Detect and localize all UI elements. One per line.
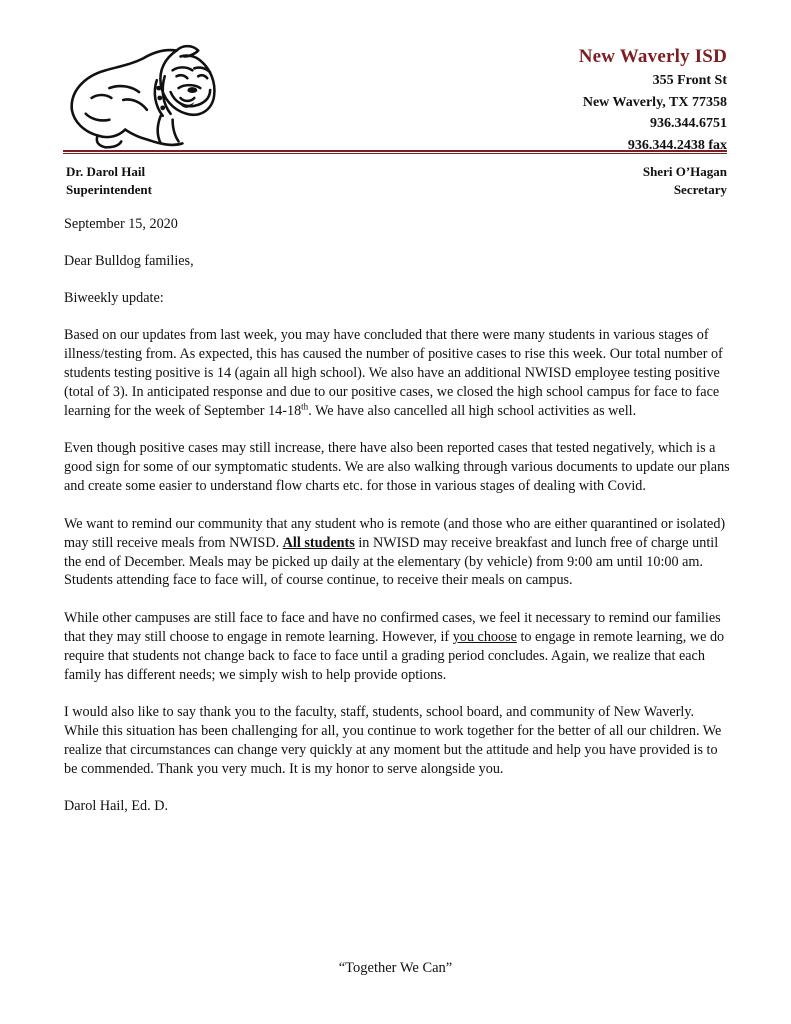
superintendent-name: Dr. Darol Hail bbox=[66, 164, 146, 179]
footer-motto: “Together We Can” bbox=[338, 960, 453, 976]
staff-superintendent bbox=[66, 163, 152, 199]
paragraph-remote-text: While other campuses are still face to face and have no confirmed cases, we feel it necessary to remind our families that they may still choose to engage in remote learning. However, if bbox=[64, 609, 721, 645]
district-contact-block bbox=[579, 44, 727, 156]
paragraph-case-update-text: Based on our updates from last week, you may have concluded that there were many students in various stages of illness/testing from. As expected, this has caused the number of positive cases to rise this week. Our total number of students testing positive is 14 (again all high school). We also have an additional NWISD employee testing positive (total of 3). In anticipated response and due to our positive cases, we closed the high school campus for face to face learning for the week of September 14-18 bbox=[64, 327, 723, 419]
letter-signature: Darol Hail, Ed. D. bbox=[64, 798, 169, 815]
letter-body bbox=[64, 215, 730, 835]
bulldog-mascot-icon bbox=[62, 40, 220, 152]
letterhead bbox=[0, 0, 791, 160]
address-city: New Waverly, TX 77358 bbox=[582, 94, 727, 110]
you-choose-emphasis: you choose bbox=[452, 628, 517, 645]
paragraph-negative-cases: Even though positive cases may still increase, there have also been reported cases that tested negatively, which is a good sign for some of our symptomatic students. We are also walking through various documents to update our plans and create some easier to understand flow charts etc. for those in various stages of dealing with Covid. bbox=[64, 440, 730, 495]
paragraph-meals-text: We want to remind our community that any student who is remote (and those who are either quarantined or isolated) may still receive meals from NWISD. bbox=[64, 515, 726, 551]
paragraph-case-update bbox=[64, 326, 730, 421]
paragraph-case-update-end: . We have also cancelled all high school activities as well. bbox=[308, 402, 637, 419]
phone-number: 936.344.6751 bbox=[650, 116, 727, 131]
paragraph-meals bbox=[64, 515, 730, 591]
secretary-name: Sheri O’Hagan bbox=[642, 164, 727, 179]
paragraph-remote-learning bbox=[64, 609, 730, 685]
letter-intro: Biweekly update: bbox=[64, 289, 164, 306]
district-name: New Waverly ISD bbox=[578, 46, 727, 67]
paragraph-meals-end: in NWISD may receive breakfast and lunch free of charge until the end of December. Meals may be picked up daily at the elementary (by vehicle) from 9:00 am until 10:00 am. Students attending face to face will, of course continue, to receive their meals on campus. bbox=[64, 534, 719, 589]
secretary-title: Secretary bbox=[673, 182, 727, 197]
superintendent-title: Superintendent bbox=[66, 182, 152, 197]
letter-salutation: Dear Bulldog families, bbox=[64, 252, 194, 269]
staff-secretary bbox=[643, 163, 727, 199]
fax-number: 936.344.2438 fax bbox=[627, 137, 727, 153]
letterhead-divider bbox=[63, 150, 727, 154]
paragraph-remote-end: to engage in remote learning, we do require that students not change back to face to face until a grading period concludes. Again, we realize that each family has different needs; we simply wish to help provide options. bbox=[64, 628, 725, 683]
address-street: 355 Front St bbox=[652, 73, 727, 88]
ordinal-suffix: th bbox=[301, 401, 309, 412]
all-students-emphasis: All students bbox=[282, 534, 355, 551]
letter-date: September 15, 2020 bbox=[64, 216, 178, 232]
paragraph-thank-you: I would also like to say thank you to the faculty, staff, students, school board, and community of New Waverly. While this situation has been challenging for all, you continue to work together for the better of all our children. We realize that circumstances can change very quickly at any moment but the attitude and help you have provided is to be commended. Thank you very much. It is my honor to serve alongside you. bbox=[64, 704, 722, 777]
